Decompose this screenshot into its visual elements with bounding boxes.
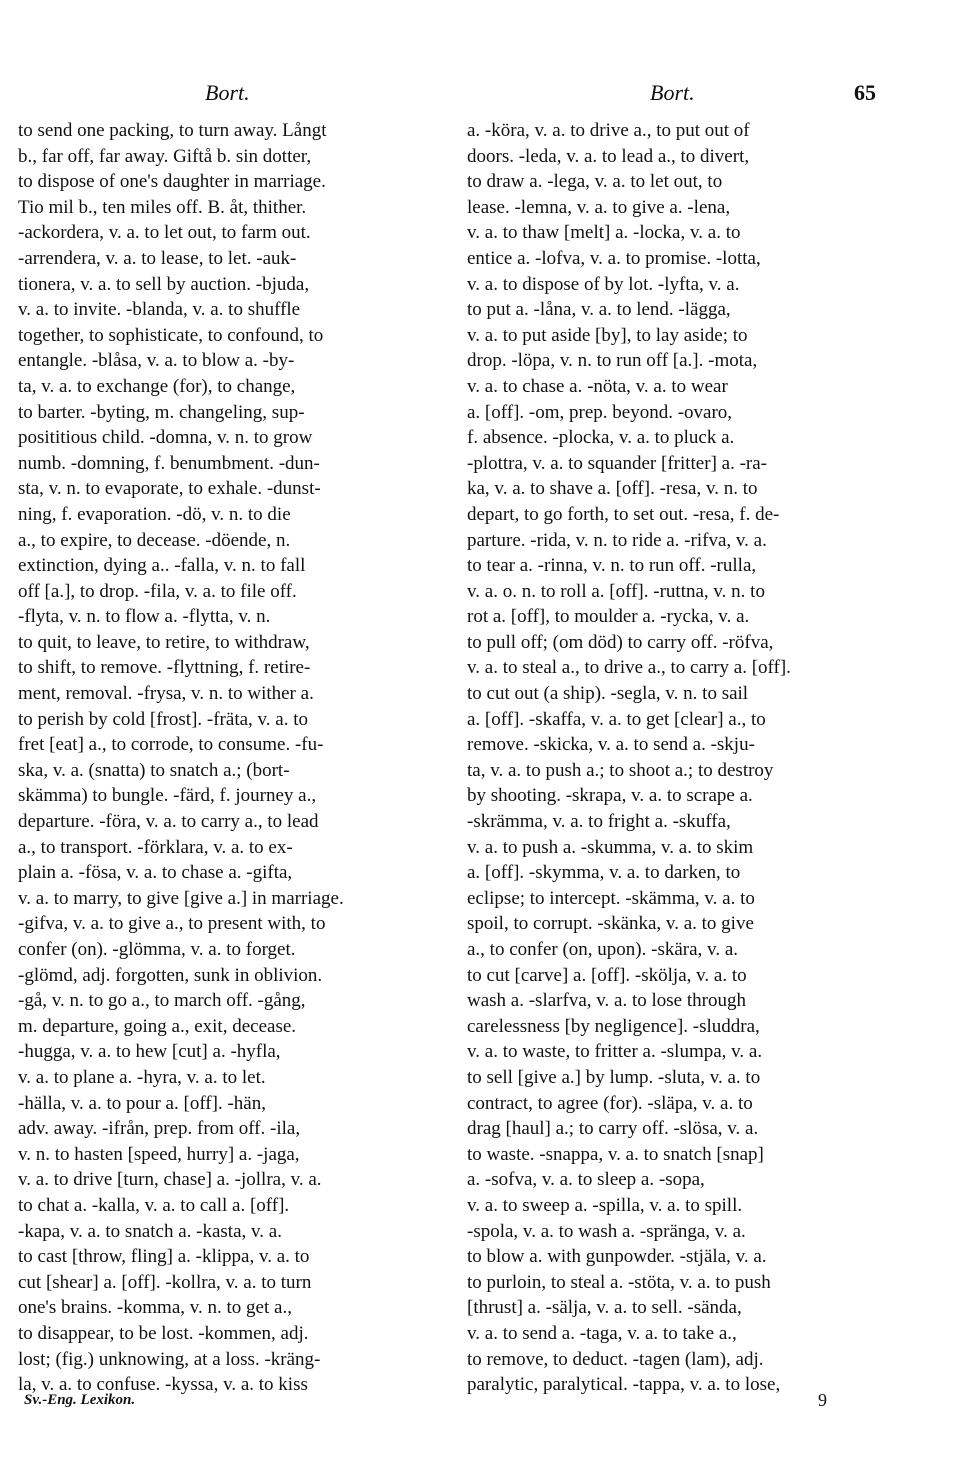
text-line: a. -köra, v. a. to drive a., to put out of <box>467 120 750 141</box>
text-line: to quit, to leave, to retire, to withdraw, <box>18 631 310 653</box>
text-line: by shooting. -skrapa, v. a. to scrape a. <box>467 785 753 807</box>
text-line: to cut out (a ship). -segla, v. n. to sail <box>467 683 749 705</box>
text-line: fret [eat] a., to corrode, to consume. -fu- <box>18 734 324 756</box>
text-line: sta, v. n. to evaporate, to exhale. -dunst- <box>18 478 321 500</box>
text-line: to purloin, to steal a. -stöta, v. a. to push <box>467 1271 771 1293</box>
text-line: off [a.], to drop. -fila, v. a. to file off. <box>18 580 297 602</box>
text-line: v. a. to sweep a. -spilla, v. a. to spill. <box>467 1194 743 1216</box>
text-line: entice a. -lofva, v. a. to promise. -lotta, <box>467 247 761 269</box>
text-line: lost; (fig.) unknowing, at a loss. -kräng- <box>18 1348 321 1370</box>
text-line: v. a. to marry, to give [give a.] in marriage. <box>18 887 344 909</box>
text-line: la, v. a. to confuse. -kyssa, v. a. to kiss <box>18 1374 308 1396</box>
text-line: v. a. to dispose of by lot. -lyfta, v. a. <box>467 273 740 295</box>
text-line: to put a. -låna, v. a. to lend. -lägga, <box>467 299 731 321</box>
text-line: lease. -lemna, v. a. to give a. -lena, <box>467 196 731 218</box>
running-head-right: Bort. <box>650 80 695 105</box>
text-line: v. a. to waste, to fritter a. -slumpa, v. a. <box>467 1041 763 1063</box>
text-line: depart, to go forth, to set out. -resa, f. de- <box>467 503 780 525</box>
left-column <box>18 118 438 1398</box>
text-line: to dispose of one's daughter in marriage. <box>18 171 326 193</box>
text-line: v. a. to put aside [by], to lay aside; to <box>467 324 748 346</box>
text-line: drop. -löpa, v. n. to run off [a.]. -mota, <box>467 350 758 372</box>
text-line: -arrendera, v. a. to lease, to let. -auk- <box>18 247 297 269</box>
text-line: rot a. [off], to moulder a. -rycka, v. a. <box>467 606 750 628</box>
text-line: -hälla, v. a. to pour a. [off]. -hän, <box>18 1092 266 1114</box>
text-line: v. a. to plane a. -hyra, v. a. to let. <box>18 1066 266 1088</box>
text-line: m. departure, going a., exit, decease. <box>18 1015 297 1037</box>
text-line: a., to confer (on, upon). -skära, v. a. <box>467 939 739 960</box>
text-line: drag [haul] a.; to carry off. -slösa, v. a. <box>467 1118 759 1140</box>
text-line: doors. -leda, v. a. to lead a., to divert, <box>467 145 750 167</box>
text-line: to sell [give a.] by lump. -sluta, v. a. to <box>467 1066 761 1088</box>
text-line: paralytic, paralytical. -tappa, v. a. to lose, <box>467 1374 781 1396</box>
text-line: f. absence. -plocka, v. a. to pluck a. <box>467 427 735 449</box>
text-line: v. n. to hasten [speed, hurry] a. -jaga, <box>18 1143 300 1165</box>
text-line: to disappear, to be lost. -kommen, adj. <box>18 1322 309 1344</box>
running-head-left: Bort. <box>205 80 250 105</box>
text-line: -ackordera, v. a. to let out, to farm out. <box>18 222 311 244</box>
text-line: -glömd, adj. forgotten, sunk in oblivion. <box>18 964 323 986</box>
text-line: -plottra, v. a. to squander [fritter] a. -ra- <box>467 452 767 474</box>
text-line: extinction, dying a.. -falla, v. n. to fall <box>18 555 306 577</box>
text-line: a., to transport. -förklara, v. a. to ex- <box>18 836 293 858</box>
text-line: to cast [throw, fling] a. -klippa, v. a. to <box>18 1246 310 1268</box>
text-line: to shift, to remove. -flyttning, f. retire- <box>18 657 311 679</box>
text-line: a. -sofva, v. a. to sleep a. -sopa, <box>467 1169 705 1191</box>
text-line: v. a. to push a. -skumma, v. a. to skim <box>467 836 754 858</box>
text-line: -hugga, v. a. to hew [cut] a. -hyfla, <box>18 1041 281 1063</box>
text-line: carelessness [by negligence]. -sluddra, <box>467 1015 760 1037</box>
text-line: to perish by cold [frost]. -fräta, v. a. to <box>18 708 309 730</box>
text-line: departure. -föra, v. a. to carry a., to lead <box>18 811 319 833</box>
text-line: ning, f. evaporation. -dö, v. n. to die <box>18 503 291 525</box>
text-line: wash a. -slarfva, v. a. to lose through <box>467 990 746 1012</box>
text-line: v. a. o. n. to roll a. [off]. -ruttna, v. n. to <box>467 580 765 602</box>
text-line: a., to expire, to decease. -döende, n. <box>18 529 291 551</box>
text-line: to chat a. -kalla, v. a. to call a. [off]. <box>18 1194 290 1216</box>
text-line: tionera, v. a. to sell by auction. -bjuda, <box>18 273 310 295</box>
text-line: v. a. to invite. -blanda, v. a. to shuffle <box>18 299 301 321</box>
text-line: ska, v. a. (snatta) to snatch a.; (bort- <box>18 759 290 781</box>
text-line: to blow a. with gunpowder. -stjäla, v. a. <box>467 1246 767 1268</box>
text-line: v. a. to chase a. -nöta, v. a. to wear <box>467 375 728 397</box>
text-line: -skrämma, v. a. to fright a. -skuffa, <box>467 811 731 833</box>
text-line: ment, removal. -frysa, v. n. to wither a. <box>18 683 314 705</box>
signature-mark: Sv.-Eng. Lexikon. <box>24 1392 136 1408</box>
text-line: v. a. to steal a., to drive a., to carry a. [off]. <box>467 657 791 679</box>
text-line: together, to sophisticate, to confound, to <box>18 324 324 346</box>
text-line: -gifva, v. a. to give a., to present with, to <box>18 913 326 935</box>
text-line: a. [off]. -skymma, v. a. to darken, to <box>467 862 741 884</box>
text-line: to send one packing, to turn away. Långt <box>18 120 327 141</box>
text-line: one's brains. -komma, v. n. to get a., <box>18 1297 292 1319</box>
text-line: parture. -rida, v. n. to ride a. -rifva, v. a. <box>467 529 767 551</box>
text-line: Tio mil b., ten miles off. B. åt, thither. <box>18 196 307 218</box>
text-line: to cut [carve] a. [off]. -skölja, v. a. to <box>467 964 747 986</box>
text-line: to waste. -snappa, v. a. to snatch [snap] <box>467 1143 764 1165</box>
text-line: v. a. to drive [turn, chase] a. -jollra, v. a. <box>18 1169 322 1191</box>
text-line: to draw a. -lega, v. a. to let out, to <box>467 171 723 193</box>
signature-number: 9 <box>818 1390 827 1410</box>
text-line: -kapa, v. a. to snatch a. -kasta, v. a. <box>18 1220 282 1242</box>
text-line: to tear a. -rinna, v. n. to run off. -rulla, <box>467 555 757 577</box>
text-line: ta, v. a. to push a.; to shoot a.; to destroy <box>467 759 774 781</box>
text-line: to remove, to deduct. -tagen (lam), adj. <box>467 1348 764 1370</box>
page-number: 65 <box>854 80 876 105</box>
text-line: a. [off]. -om, prep. beyond. -ovaro, <box>467 401 733 423</box>
text-line: numb. -domning, f. benumbment. -dun- <box>18 452 320 474</box>
text-line: posititious child. -domna, v. n. to grow <box>18 427 313 449</box>
text-line: to pull off; (om död) to carry off. -röfva, <box>467 631 774 653</box>
text-line: v. a. to send a. -taga, v. a. to take a., <box>467 1322 737 1344</box>
text-line: -gå, v. n. to go a., to march off. -gång, <box>18 990 306 1012</box>
text-line: a. [off]. -skaffa, v. a. to get [clear] a., to <box>467 708 766 730</box>
text-line: v. a. to thaw [melt] a. -locka, v. a. to <box>467 222 741 244</box>
text-line: spoil, to corrupt. -skänka, v. a. to give <box>467 913 754 935</box>
text-line: cut [shear] a. [off]. -kollra, v. a. to turn <box>18 1271 312 1293</box>
text-line: entangle. -blåsa, v. a. to blow a. -by- <box>18 350 295 372</box>
text-line: confer (on). -glömma, v. a. to forget. <box>18 939 296 960</box>
text-line: ta, v. a. to exchange (for), to change, <box>18 375 296 397</box>
text-line: -spola, v. a. to wash a. -spränga, v. a. <box>467 1220 746 1242</box>
right-column <box>467 118 881 1398</box>
text-line: b., far off, far away. Giftå b. sin dotter, <box>18 145 312 167</box>
text-line: eclipse; to intercept. -skämma, v. a. to <box>467 887 755 909</box>
text-line: -flyta, v. n. to flow a. -flytta, v. n. <box>18 606 271 628</box>
text-line: adv. away. -ifrån, prep. from off. -ila, <box>18 1118 301 1140</box>
text-line: skämma) to bungle. -färd, f. journey a., <box>18 785 317 807</box>
text-line: to barter. -byting, m. changeling, sup- <box>18 401 305 423</box>
text-line: [thrust] a. -sälja, v. a. to sell. -sända, <box>467 1297 742 1319</box>
text-line: plain a. -fösa, v. a. to chase a. -gifta, <box>18 862 293 884</box>
text-line: remove. -skicka, v. a. to send a. -skju- <box>467 734 755 756</box>
text-line: ka, v. a. to shave a. [off]. -resa, v. n. to <box>467 478 758 500</box>
text-line: contract, to agree (for). -släpa, v. a. to <box>467 1092 753 1114</box>
